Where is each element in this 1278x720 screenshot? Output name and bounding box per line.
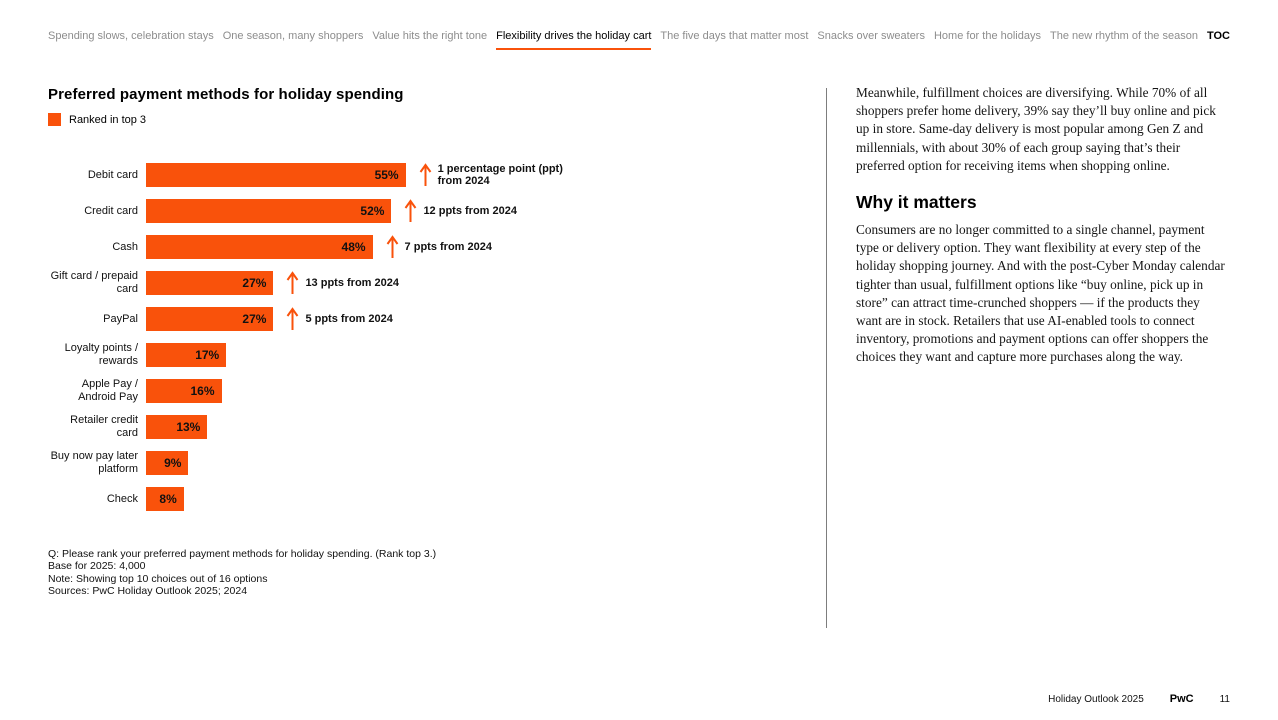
footnote-line: Base for 2025: 4,000 xyxy=(48,560,146,573)
nav-tab[interactable]: The five days that matter most xyxy=(660,30,809,42)
bar-annotation xyxy=(418,162,586,188)
bar-value-label: 16% xyxy=(190,384,215,398)
bar-category-label: Buy now pay later platform xyxy=(50,450,138,475)
nav-toc-link[interactable]: TOC xyxy=(1206,30,1230,42)
why-it-matters-heading: Why it matters xyxy=(856,192,977,213)
bar-track xyxy=(146,270,399,296)
bar-row xyxy=(48,481,586,517)
up-arrow-icon xyxy=(285,306,300,332)
bar-annotation xyxy=(285,306,392,332)
bar-value-label: 8% xyxy=(159,492,177,506)
bar xyxy=(146,307,273,331)
article-body-paragraph: Consumers are no longer committed to a single channel, payment type or delivery option. They want flexibility at every step of the holiday shopping journey. And with the post-Cyber Monday calendar tighter than usual, fulfillment options like “buy online, pick up in store” can attract time-crunched shoppers — if the products they want are in stock. Retailers that use AI-enabled tools to connect inventory, promotions and payment options can offer shoppers the choices they want and capture more purchases along the way. xyxy=(856,222,1225,365)
chart-title: Preferred payment methods for holiday spending xyxy=(48,86,404,103)
bar xyxy=(146,415,207,439)
annotation-text: 7 ppts from 2024 xyxy=(404,240,492,253)
bar-category-label: Retailer credit card xyxy=(70,414,138,439)
nav-tab[interactable]: Snacks over sweaters xyxy=(817,30,925,42)
bar-row xyxy=(48,409,586,445)
chart-legend xyxy=(48,113,146,126)
bar-track xyxy=(146,451,188,475)
bar-row xyxy=(48,373,586,409)
bar-value-label: 55% xyxy=(374,168,399,182)
bar-value-label: 27% xyxy=(242,312,267,326)
legend-swatch-icon xyxy=(48,113,61,126)
bar-category-label: Loyalty points / rewards xyxy=(64,342,138,367)
up-arrow-icon xyxy=(403,198,418,224)
chart-footnotes xyxy=(48,548,436,598)
bar xyxy=(146,343,226,367)
bar-category-label: Debit card xyxy=(87,168,138,181)
bar-value-label: 48% xyxy=(341,240,366,254)
footnote-line: Sources: PwC Holiday Outlook 2025; 2024 xyxy=(48,585,248,598)
bar xyxy=(146,379,222,403)
nav-tab[interactable]: Home for the holidays xyxy=(933,30,1041,42)
bar-row xyxy=(48,445,586,481)
bar-track xyxy=(146,487,184,511)
column-divider xyxy=(826,88,827,628)
bar-track xyxy=(146,162,586,188)
bar-track xyxy=(146,379,222,403)
bar-category-label: Check xyxy=(106,492,138,505)
footnote-line: Q: Please rank your preferred payment methods for holiday spending. (Rank top 3.) xyxy=(48,548,437,560)
bar xyxy=(146,163,406,187)
bar-track xyxy=(146,198,517,224)
bar-value-label: 13% xyxy=(176,420,201,434)
bar-row xyxy=(48,193,586,229)
bar-category-label: Cash xyxy=(112,240,138,253)
bar-annotation xyxy=(403,198,517,224)
annotation-text: 1 percentage point (ppt) from 2024 xyxy=(437,162,563,187)
up-arrow-icon xyxy=(418,162,433,188)
bar-row xyxy=(48,301,586,337)
bar-value-label: 27% xyxy=(242,276,267,290)
annotation-text: 13 ppts from 2024 xyxy=(305,276,399,289)
bar-track xyxy=(146,234,492,260)
page-number: 11 xyxy=(1219,694,1230,705)
legend-label: Ranked in top 3 xyxy=(69,113,147,126)
bar-value-label: 17% xyxy=(195,348,220,362)
bar-track xyxy=(146,415,207,439)
bar xyxy=(146,271,273,295)
page-footer xyxy=(1048,693,1230,705)
bar-chart xyxy=(48,157,586,517)
bar-row xyxy=(48,229,586,265)
annotation-text: 12 ppts from 2024 xyxy=(423,204,517,217)
bar-row xyxy=(48,337,586,373)
bar-category-label: PayPal xyxy=(103,312,138,325)
bar xyxy=(146,199,391,223)
bar-value-label: 9% xyxy=(164,456,182,470)
bar-annotation xyxy=(385,234,492,260)
nav-tab[interactable]: Flexibility drives the holiday cart xyxy=(496,30,651,50)
pwc-logo: PwC xyxy=(1169,693,1194,705)
up-arrow-icon xyxy=(385,234,400,260)
bar-track xyxy=(146,306,393,332)
up-arrow-icon xyxy=(285,270,300,296)
bar-category-label: Credit card xyxy=(84,204,138,217)
bar-row xyxy=(48,157,586,193)
bar xyxy=(146,451,188,475)
article-column xyxy=(856,84,1228,367)
footnote-line: Note: Showing top 10 choices out of 16 options xyxy=(48,572,268,585)
nav-tab[interactable]: One season, many shoppers xyxy=(222,30,364,42)
bar-category-label: Apple Pay / Android Pay xyxy=(78,378,138,403)
top-nav xyxy=(48,30,1230,50)
nav-tab[interactable]: The new rhythm of the season xyxy=(1049,30,1198,42)
bar-annotation xyxy=(285,270,399,296)
bar xyxy=(146,235,373,259)
bar-category-label: Gift card / prepaid card xyxy=(50,270,138,295)
bar-row xyxy=(48,265,586,301)
bar-track xyxy=(146,343,226,367)
bar-value-label: 52% xyxy=(360,204,385,218)
nav-tab[interactable]: Value hits the right tone xyxy=(372,30,488,42)
article-intro-paragraph: Meanwhile, fulfillment choices are diversifying. While 70% of all shoppers prefer home delivery, 39% say they’ll buy online and pick up in store. Same-day delivery is most popular among Gen Z and millennials, with about 30% of each group saying that’s their preferred option for receiving items when shopping online. xyxy=(856,85,1216,173)
nav-tab[interactable]: Spending slows, celebration stays xyxy=(48,30,214,42)
bar xyxy=(146,487,184,511)
footer-doc-title: Holiday Outlook 2025 xyxy=(1048,694,1144,705)
annotation-text: 5 ppts from 2024 xyxy=(305,312,393,325)
